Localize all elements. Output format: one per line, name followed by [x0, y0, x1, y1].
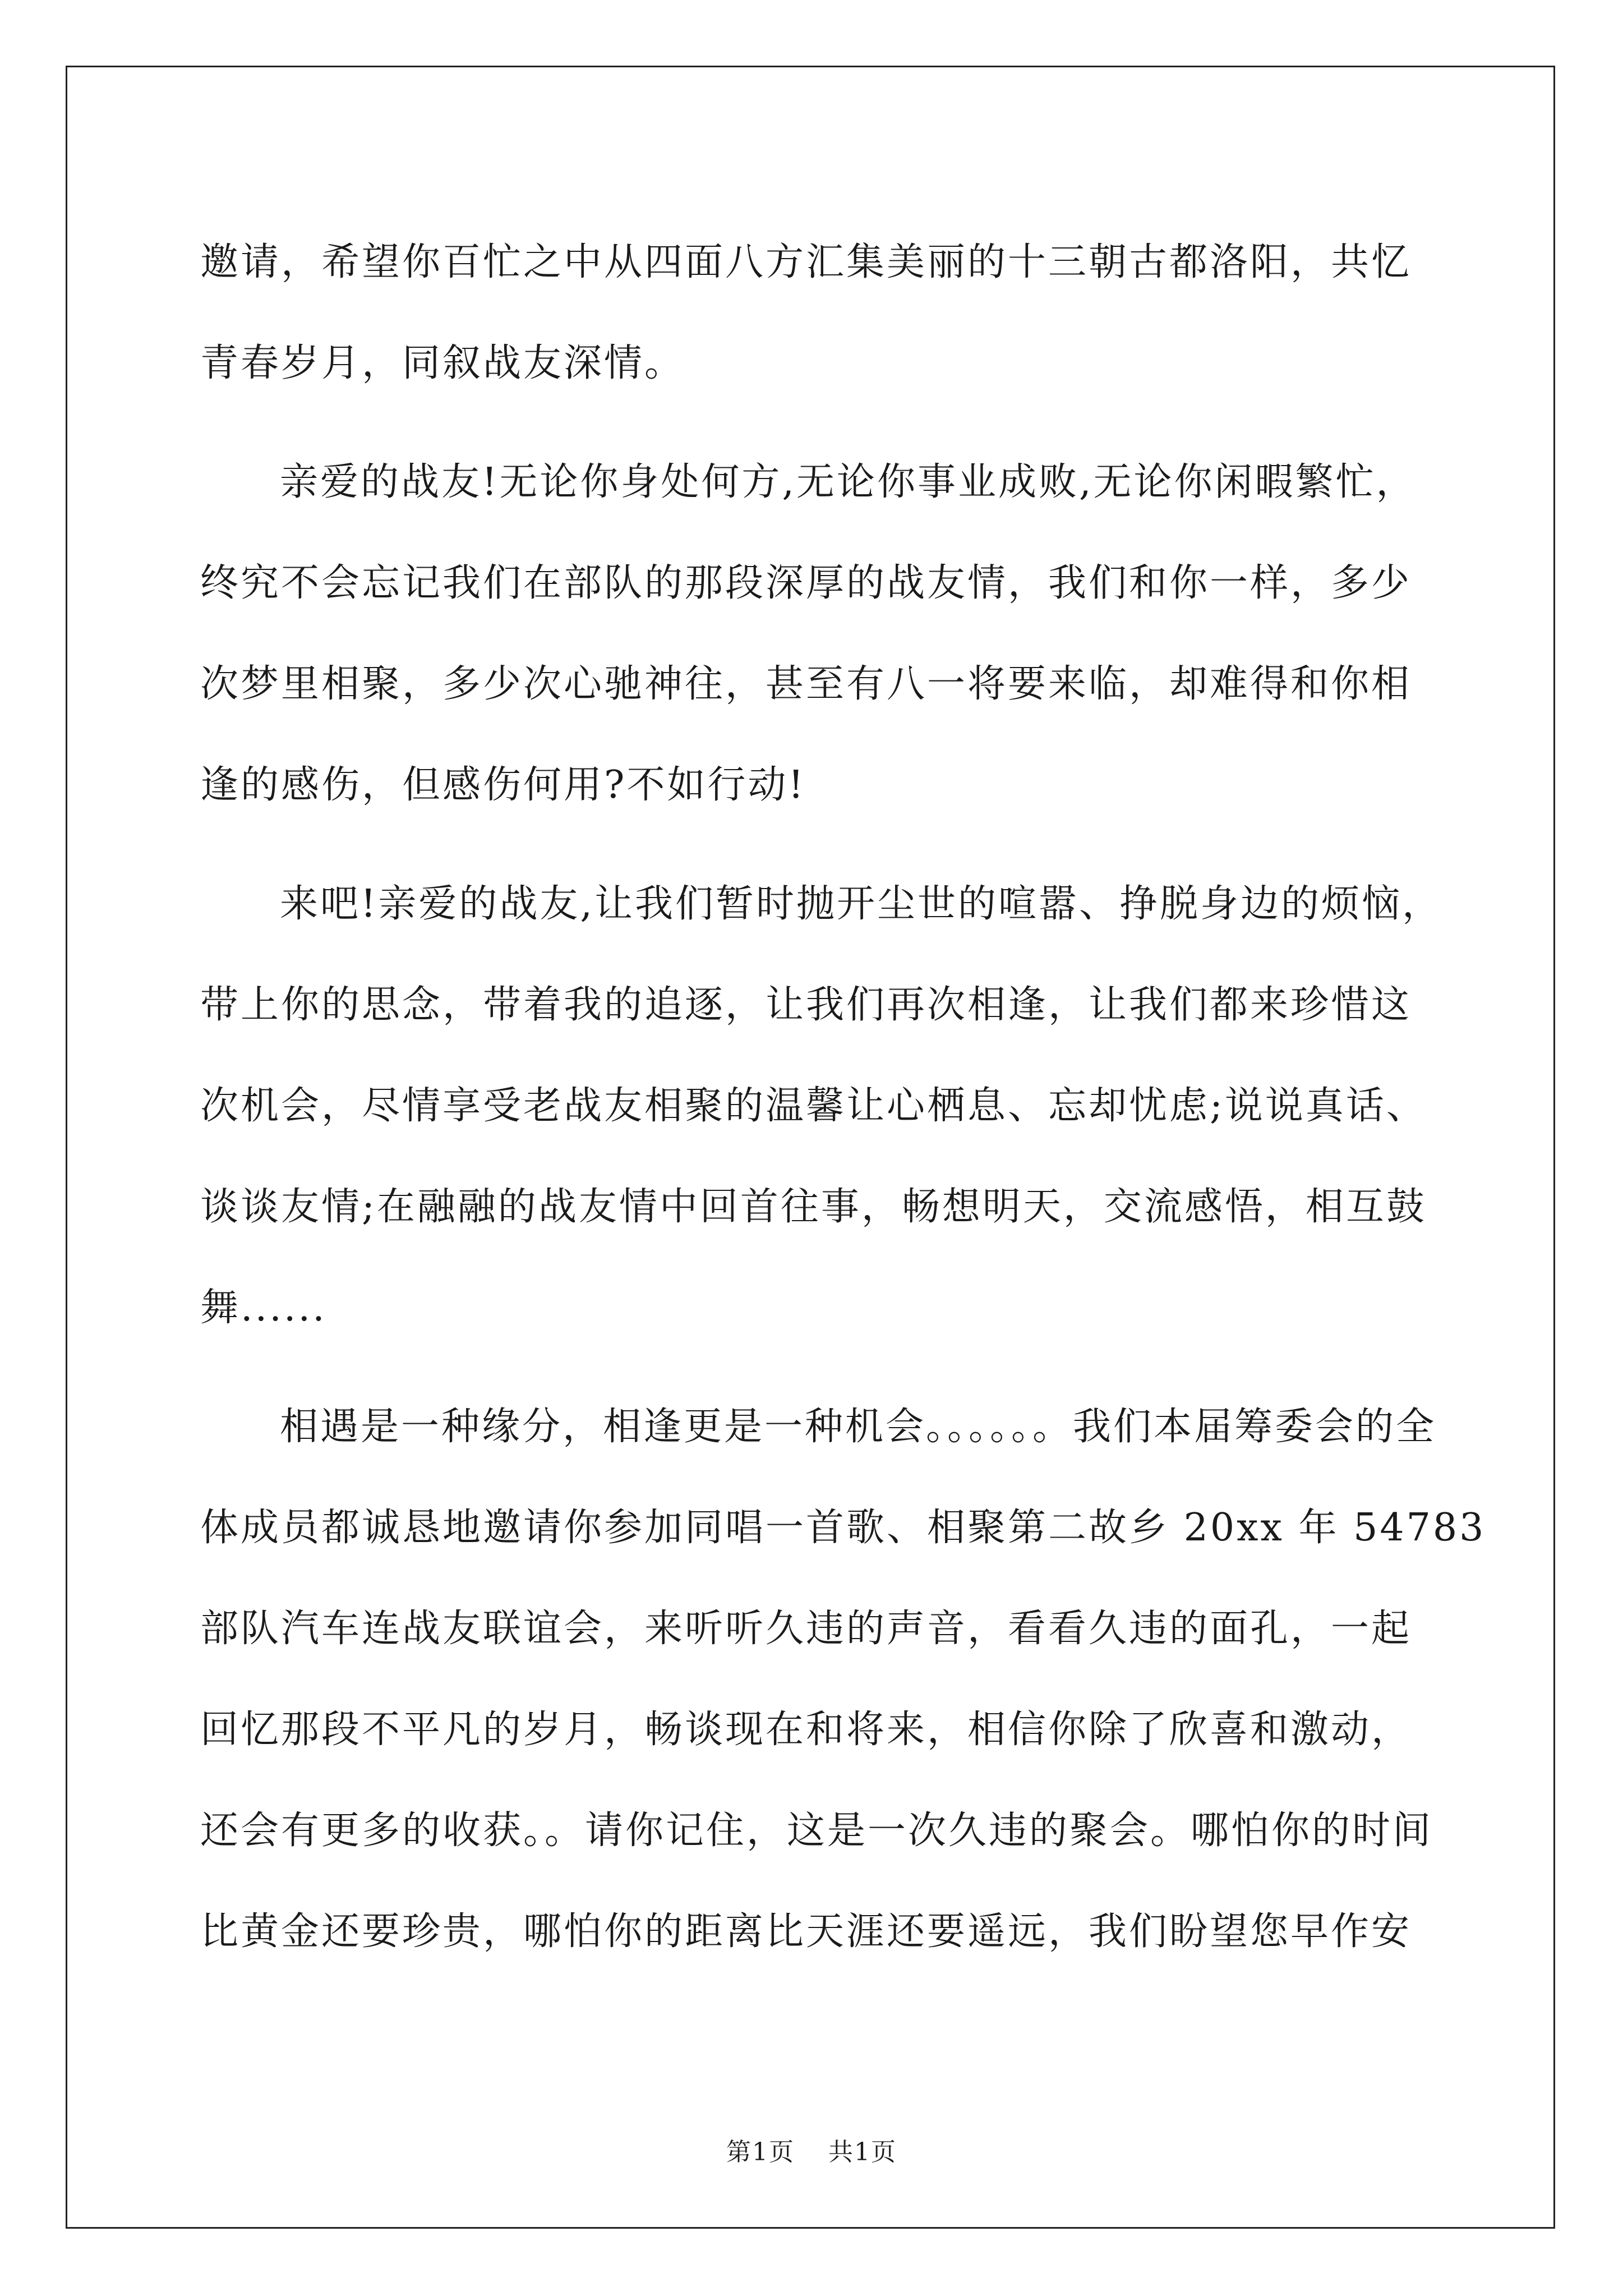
text-line: 青春岁月，同叙战友深情。 [200, 341, 685, 385]
text-line: 次机会，尽情享受老战友相聚的温馨让心栖息、忘却忧虑;说说真话、 [200, 1084, 1427, 1128]
text-line: 体成员都诚恳地邀请你参加同唱一首歌、相聚第二故乡 20xx 年 54783 [200, 1506, 1486, 1550]
page-total: 共1页 [828, 2138, 897, 2166]
paragraph-start: 亲爱的战友!无论你身处何方,无论你事业成败,无论你闲暇繁忙， [280, 460, 1417, 504]
text-line: 还会有更多的收获。。请你记住，这是一次久违的聚会。哪怕你的时间 [200, 1809, 1433, 1853]
text-line: 部队汽车连战友联谊会，来听听久违的声音，看看久违的面孔，一起 [200, 1607, 1412, 1651]
text-line: 比黄金还要珍贵，哪怕你的距离比天涯还要遥远，我们盼望您早作安 [200, 1910, 1412, 1954]
text-line: 回忆那段不平凡的岁月，畅谈现在和将来，相信你除了欣喜和激动， [200, 1708, 1412, 1752]
paragraph-start: 来吧!亲爱的战友,让我们暂时抛开尘世的喧嚣、挣脱身边的烦恼， [280, 882, 1442, 926]
text-line: 次梦里相聚，多少次心驰神往，甚至有八一将要来临，却难得和你相 [200, 662, 1412, 706]
text-line: 舞...... [200, 1286, 327, 1330]
page-number: 第1页 [726, 2138, 795, 2166]
text-line: 带上你的思念，带着我的追逐，让我们再次相逢，让我们都来珍惜这 [200, 983, 1412, 1027]
text-line: 邀请，希望你百忙之中从四面八方汇集美丽的十三朝古都洛阳，共忆 [200, 240, 1412, 284]
text-line: 谈谈友情;在融融的战友情中回首往事，畅想明天，交流感悟，相互鼓 [200, 1185, 1427, 1229]
text-line: 终究不会忘记我们在部队的那段深厚的战友情，我们和你一样，多少 [200, 561, 1412, 605]
page-footer [0, 2132, 1623, 2168]
text-line: 逢的感伤，但感伤何用?不如行动! [200, 763, 806, 807]
document-body [200, 212, 1486, 1982]
paragraph-start: 相遇是一种缘分，相逢更是一种机会。。。。。。我们本届筹委会的全 [280, 1405, 1437, 1449]
